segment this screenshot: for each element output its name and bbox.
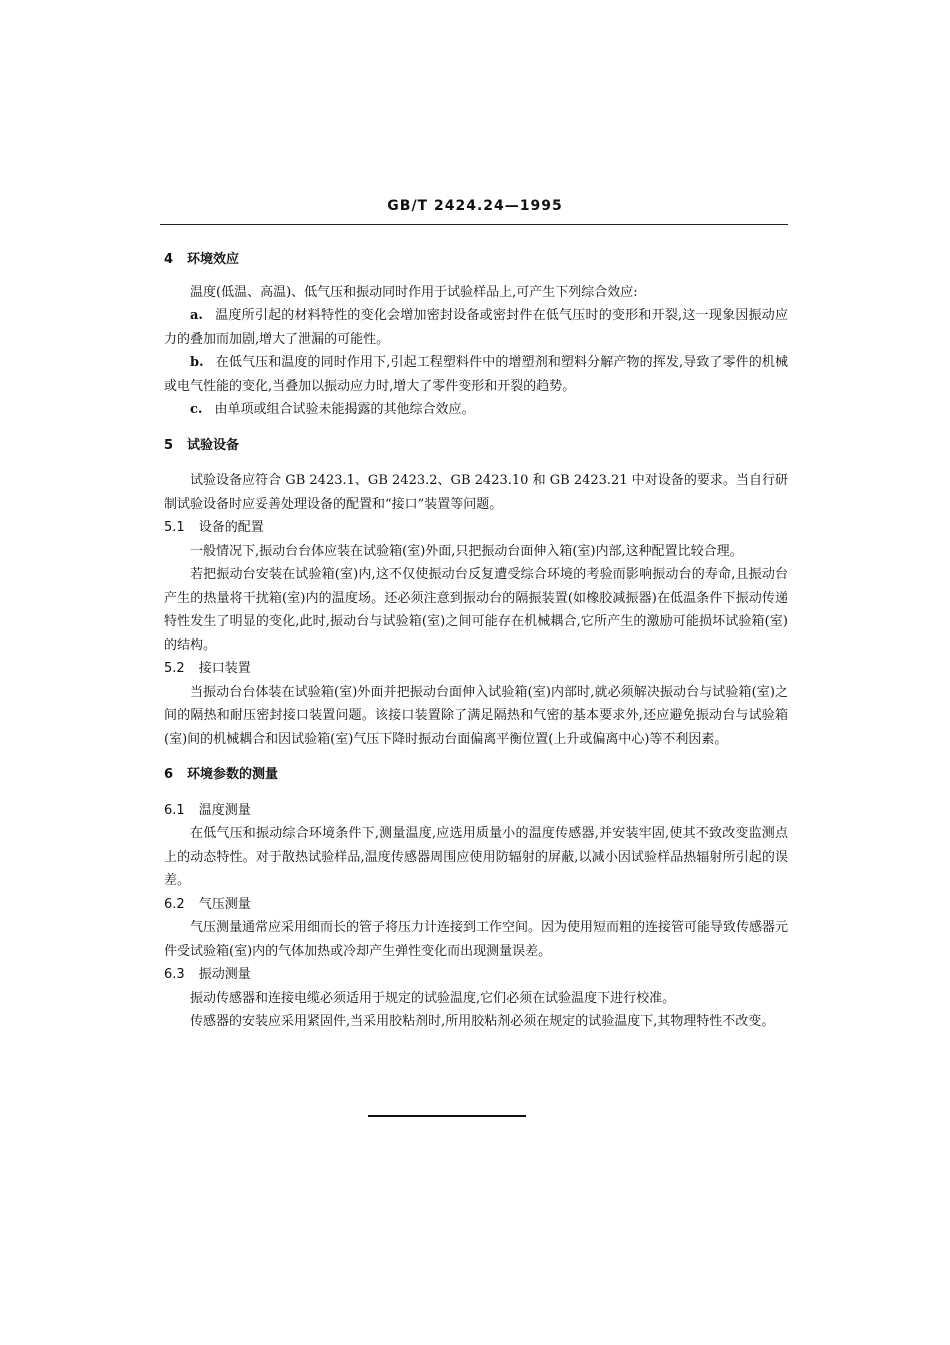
subsection-5-1-paragraph-2: 若把振动台安装在试验箱(室)内,这不仅使振动台反复遭受综合环境的考验而影响振动台的寿命,且振动台产生的热量将干扰箱(室)内的温度场。还必须注意到振动台的隔振装置(如橡胶减振器)在低温条件下振动传递特性发生了明显的变化,此时,振动台与试验箱(室)之间可能存在机械耦合,它所产生的激励可能损坏试验箱(室)的结构。: [164, 567, 788, 653]
subsection-5-1-title: 设备的配置: [198, 520, 264, 535]
subsection-6-1-paragraph: 在低气压和振动综合环境条件下,测量温度,应选用质量小的温度传感器,并安装牢固,使其不致改变监测点上的动态特性。对于散热试验样品,温度传感器周围应使用防辐射的屏蔽,以减小因试验样品热辐射所引起的误差。: [164, 826, 788, 888]
subsection-6-2-title: 气压测量: [198, 896, 251, 912]
section-5-paragraph: 试验设备应符合 GB 2423.1、GB 2423.2、GB 2423.10 和 GB 2423.21 中对设备的要求。当自行研制试验设备时应妥善处理设备的配置和“接口”装置等问题。: [164, 473, 788, 512]
section-4-heading: [164, 248, 788, 272]
subsection-5-2-paragraph: 当振动台台体装在试验箱(室)外面并把振动台面伸入试验箱(室)内部时,就必须解决振动台与试验箱(室)之间的隔热和耐压密封接口装置问题。该接口装置除了满足隔热和气密的基本要求外,还应避免振动台与试验箱(室)间的机械耦合和因试验箱(室)气压下降时振动台面偏离平衡位置(上升或偏离中心)等不利因素。: [164, 684, 788, 747]
document-body: [164, 248, 788, 1034]
subsection-5-2-title: 接口装置: [198, 661, 251, 676]
subsection-5-1-number: 5.1: [164, 520, 185, 535]
section-4-title: 环境效应: [187, 252, 240, 267]
item-b-label: b.: [190, 355, 204, 370]
section-5-title: 试验设备: [187, 437, 240, 453]
section-4-item-b: [164, 351, 788, 398]
item-b-text: 在低气压和温度的同时作用下,引起工程塑料件中的增塑剂和塑料分解产物的挥发,导致了零件的机械或电气性能的变化,当叠加以振动应力时,增大了零件变形和开裂的趋势。: [164, 355, 788, 394]
subsection-5-2-heading: [164, 657, 788, 681]
subsection-6-2-paragraph: 气压测量通常应采用细而长的管子将压力计连接到工作空间。因为使用短而粗的连接管可能导致传感器元件受试验箱(室)内的气体加热或冷却产生弹性变化而出现测量误差。: [164, 920, 789, 959]
subsection-6-3-title: 振动测量: [198, 967, 251, 982]
section-5-number: 5: [164, 437, 174, 453]
item-a-label: a.: [190, 308, 203, 323]
section-6-heading: [164, 763, 788, 787]
subsection-5-2-number: 5.2: [164, 661, 185, 676]
section-4-item-c: [164, 398, 788, 422]
subsection-5-1-paragraph-1: 一般情况下,振动台台体应装在试验箱(室)外面,只把振动台面伸入箱(室)内部,这种配置比较合理。: [190, 543, 743, 559]
subsection-6-3-number: 6.3: [164, 967, 185, 982]
section-6-number: 6: [164, 767, 174, 782]
end-of-text-rule: [368, 1115, 526, 1117]
section-5-heading: [164, 434, 788, 458]
standard-code-header: GB/T 2424.24—1995: [387, 198, 563, 214]
section-4-number: 4: [164, 252, 174, 267]
subsection-6-2-number: 6.2: [164, 896, 185, 912]
section-4-item-a: [164, 304, 788, 351]
item-c-label: c.: [190, 402, 203, 417]
item-a-text: 温度所引起的材料特性的变化会增加密封设备或密封件在低气压时的变形和开裂,这一现象因振动应力的叠加而加剧,增大了泄漏的可能性。: [164, 308, 788, 347]
subsection-6-3-paragraph-1: 振动传感器和连接电缆必须适用于规定的试验温度,它们必须在试验温度下进行校准。: [190, 990, 676, 1006]
header-rule: [160, 224, 788, 225]
subsection-5-1-heading: [164, 516, 788, 540]
item-c-text: 由单项或组合试验未能揭露的其他综合效应。: [214, 402, 475, 417]
subsection-6-2-heading: [164, 893, 788, 917]
subsection-6-3-paragraph-2: 传感器的安装应采用紧固件,当采用胶粘剂时,所用胶粘剂必须在规定的试验温度下,其物理特性不改变。: [190, 1014, 775, 1029]
section-4-intro: 温度(低温、高温)、低气压和振动同时作用于试验样品上,可产生下列综合效应:: [190, 284, 638, 300]
section-6-title: 环境参数的测量: [187, 767, 279, 782]
subsection-6-3-heading: [164, 963, 788, 987]
subsection-6-1-title: 温度测量: [198, 802, 251, 818]
subsection-6-1-heading: [164, 799, 788, 823]
subsection-6-1-number: 6.1: [164, 802, 185, 818]
